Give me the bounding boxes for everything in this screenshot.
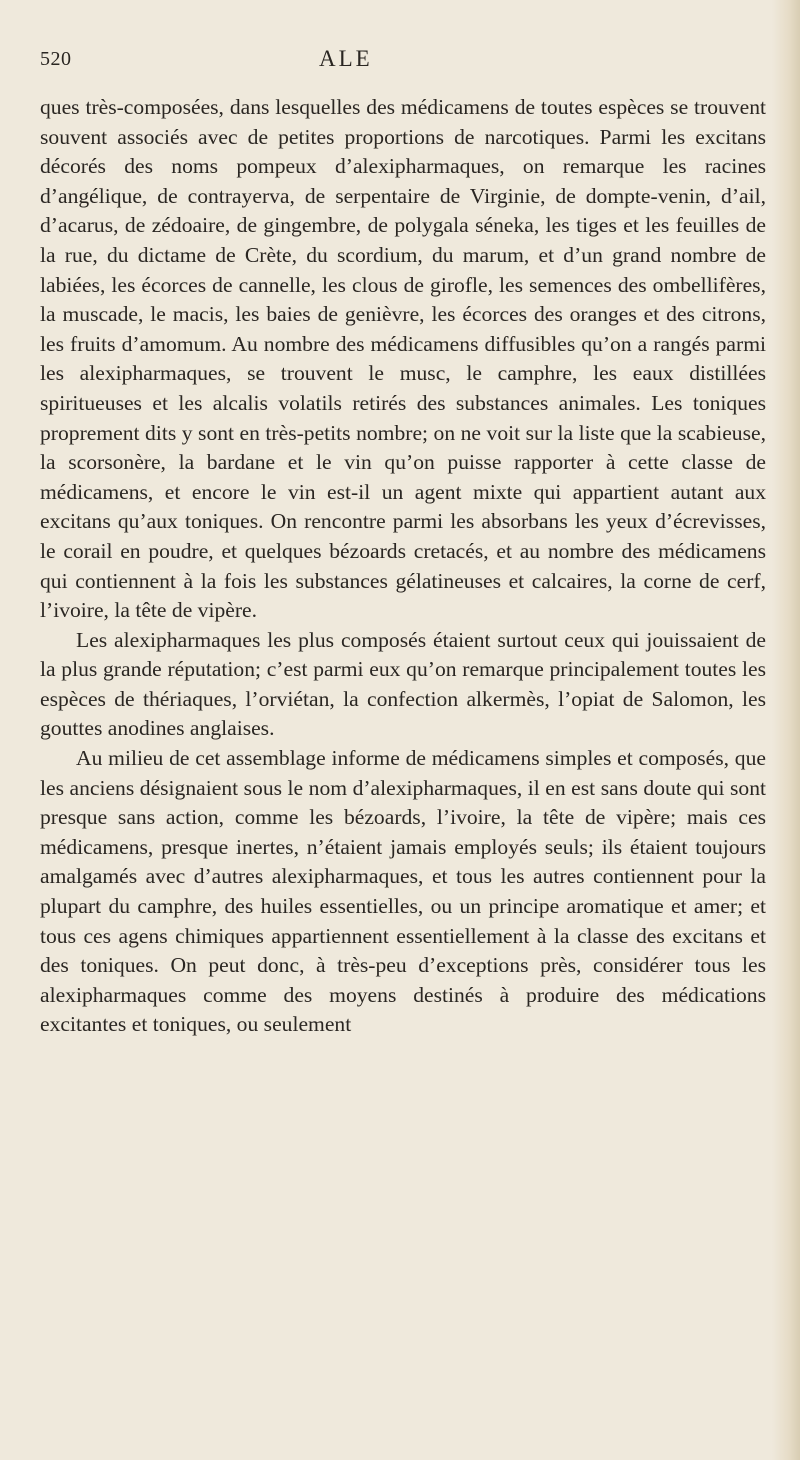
paragraph-3: Au milieu de cet assemblage informe de médicamens simples et composés, que les anciens désignaient sous le nom d’alexipharmaques, il en est sans doute qui sont presque sans action, comme les bézoards, l’ivoire, la tête de vipère; mais ces médicamens, presque inertes, n’étaient jamais employés seuls; ils étaient toujours amalgamés avec d’autres alexipharmaques, et tous les autres contiennent pour la plupart du camphre, des huiles essentielles, ou un principe aromatique et amer; et tous ces agens chimiques appartiennent essentiellement à la classe des excitans et des toniques. On peut donc, à très-peu d’exceptions près, considérer tous les alexipharmaques comme des moyens destinés à produire des médications excitantes et toniques, ou seulement	[40, 746, 766, 1037]
page-header	[40, 46, 760, 80]
page-number: 520	[40, 48, 72, 70]
paragraph-2: Les alexipharmaques les plus composés étaient surtout ceux qui jouissaient de la plus grande réputation; c’est parmi eux qu’on remarque principalement toutes les espèces de thériaques, l’orviétan, la confection alkermès, l’opiat de Salomon, les gouttes anodines anglaises.	[40, 627, 766, 741]
paragraph-1: ques très-composées, dans lesquelles des médicamens de toutes espèces se trouvent souvent associés avec de petites proportions de narcotiques. Parmi les excitans décorés des noms pompeux d’alexipharmaques, on remarque les racines d’angélique, de contrayerva, de serpentaire de Virginie, de dompte-venin, d’ail, d’acarus, de zédoaire, de gingembre, de polygala séneka, les tiges et les feuilles de la rue, du dictame de Crète, du scordium, du marum, et d’un grand nombre de labiées, les écorces de cannelle, les clous de girofle, les semences des ombellifères, la muscade, le macis, les baies de genièvre, les écorces des oranges et des citrons, les fruits d’amomum. Au nombre des médicamens diffusibles qu’on a rangés parmi les alexipharmaques, se trouvent le musc, le camphre, les eaux distillées spiritueuses et les alcalis volatils retirés des substances animales. Les toniques proprement dits y sont en très-petits nombre; on ne voit sur la liste que la scabieuse, la scorsonère, la bardane et le vin qu’on puisse rapporter à cette classe de médicamens, et encore le vin est-il un agent mixte qui appartient autant aux excitans qu’aux toniques. On rencontre parmi les absorbans les yeux d’écrevisses, le corail en poudre, et quelques bézoards cretacés, et au nombre des médicamens qui contiennent à la fois les substances gélatineuses et calcaires, la corne de cerf, l’ivoire, la tête de vipère.	[40, 95, 766, 623]
page-edge-shadow	[772, 0, 800, 1460]
running-head: ALE	[319, 46, 373, 71]
body-text	[40, 93, 766, 1040]
